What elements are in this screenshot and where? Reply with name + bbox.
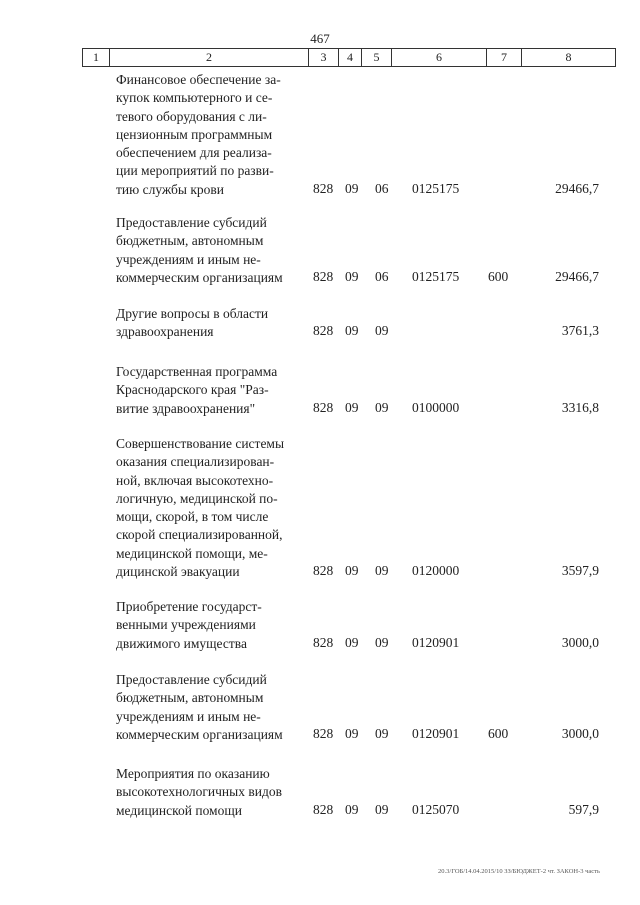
column-header: 4: [339, 49, 362, 66]
row-cell-col5: 06: [375, 180, 389, 196]
column-header: 8: [522, 49, 616, 66]
row-cell-col7: 600: [488, 268, 509, 284]
row-cell-col8: 3000,0: [561, 725, 599, 741]
row-cell-col5: 09: [375, 801, 389, 817]
row-cell-col6: 0120901: [412, 725, 460, 741]
row-cell-col6: 0120000: [412, 563, 460, 579]
row-cell-col6: 0120901: [412, 634, 460, 650]
column-header: 7: [487, 49, 522, 66]
row-cell-col3: 828: [313, 323, 334, 339]
row-cell-col8: 3597,9: [561, 563, 599, 579]
row-cell-col3: 828: [313, 563, 334, 579]
row-description: Предоставление субсидий бюджетным, автономным учреждениям и иным не- коммерческим организациям: [116, 672, 283, 742]
column-header: 2: [110, 49, 309, 66]
row-cell-col4: 09: [345, 180, 359, 196]
column-header: 6: [392, 49, 487, 66]
row-cell-col8: 3000,0: [561, 634, 599, 650]
row-cell-col4: 09: [345, 725, 359, 741]
row-cell-col5: 06: [375, 268, 389, 284]
row-cell-col5: 09: [375, 323, 389, 339]
row-cell-col8: 29466,7: [555, 268, 599, 284]
column-header: 5: [362, 49, 392, 66]
row-cell-col4: 09: [345, 268, 359, 284]
row-cell-col5: 09: [375, 725, 389, 741]
row-cell-col8: 3316,8: [561, 399, 599, 415]
row-cell-col5: 09: [375, 399, 389, 415]
row-cell-col6: 0125070: [412, 801, 460, 817]
column-header: 3: [309, 49, 339, 66]
row-description: Мероприятия по оказанию высокотехнологичных видов медицинской помощи: [116, 766, 282, 818]
row-description: Приобретение государст- венными учреждениями движимого имущества: [116, 599, 262, 651]
column-header: 1: [83, 49, 110, 66]
row-cell-col8: 29466,7: [555, 180, 599, 196]
row-cell-col3: 828: [313, 725, 334, 741]
row-cell-col8: 3761,3: [561, 323, 599, 339]
row-cell-col3: 828: [313, 268, 334, 284]
footer-stamp: 20.3/ГОБ/14.04.2015/10 ЗЗ/БЮДЖЕТ-2 чт. ЗАКОН-3 часть: [438, 868, 600, 875]
row-description: Другие вопросы в области здравоохранения: [116, 306, 269, 340]
row-cell-col4: 09: [345, 323, 359, 339]
row-cell-col3: 828: [313, 180, 334, 196]
row-description: Совершенствование системы оказания специализирован- ной, включая высокотехно- логичную, медицинской по- мощи, скорой, в том числе скорой специализированной, медицинской помощи, ме- дицинской эвакуации: [116, 436, 285, 580]
page-number: 467: [310, 31, 330, 46]
row-cell-col6: 0100000: [412, 399, 460, 415]
row-cell-col6: 0125175: [412, 268, 460, 284]
row-cell-col4: 09: [345, 563, 359, 579]
row-cell-col4: 09: [345, 801, 359, 817]
row-cell-col4: 09: [345, 634, 359, 650]
row-description: Предоставление субсидий бюджетным, автономным учреждениям и иным не- коммерческим организациям: [116, 215, 283, 285]
row-cell-col6: 0125175: [412, 180, 460, 196]
row-cell-col5: 09: [375, 563, 389, 579]
row-cell-col4: 09: [345, 399, 359, 415]
row-cell-col3: 828: [313, 801, 334, 817]
row-cell-col5: 09: [375, 634, 389, 650]
row-description: Государственная программа Краснодарского края "Раз- витие здравоохранения": [116, 364, 278, 416]
row-description: Финансовое обеспечение за- купок компьютерного и се- тевого оборудования с ли- цензионным программным обеспечением для реализа- ции мероприятий по разви- тию службы крови: [116, 72, 281, 197]
row-cell-col8: 597,9: [568, 801, 599, 817]
row-cell-col3: 828: [313, 399, 334, 415]
table-header: [82, 48, 616, 67]
row-cell-col3: 828: [313, 634, 334, 650]
row-cell-col7: 600: [488, 725, 509, 741]
